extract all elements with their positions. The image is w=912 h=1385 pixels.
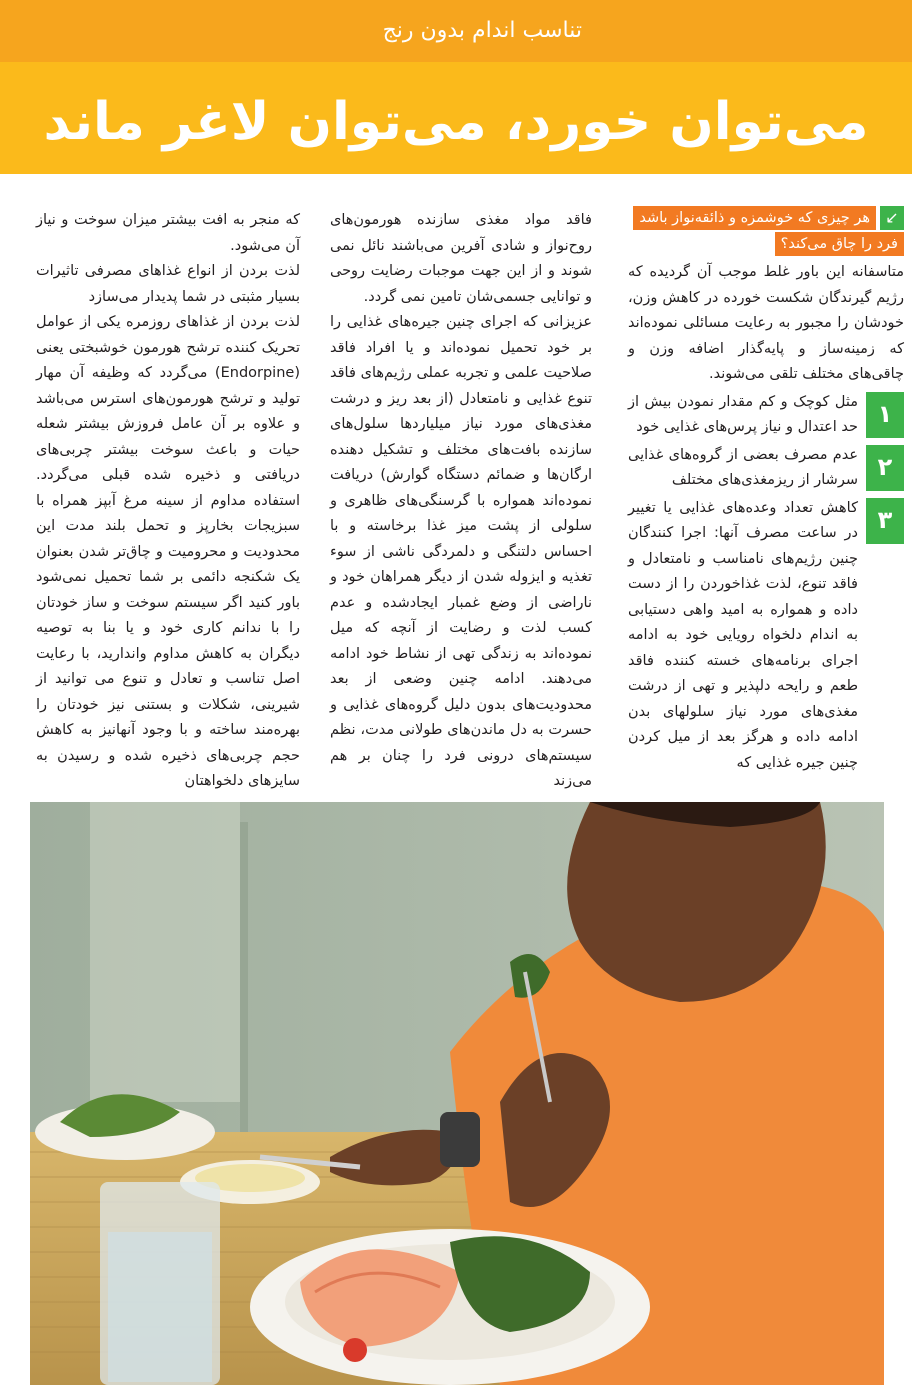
- intro-paragraph: متاسفانه این باور غلط موجب آن گردیده که رژیم گیرندگان شکست خورده در کاهش وزن، خودشان را مجبور به رعایت مسائلی نموده‌اند که زمینه‌ساز و پایه‌گذار اضافه وزن و چاقی‌های مختلف تلقی می‌شوند.: [628, 264, 904, 382]
- section-label: تناسب اندام بدون رنج: [382, 18, 582, 43]
- arrow-icon: ↙: [880, 206, 904, 230]
- number-badge: ۱: [866, 392, 904, 438]
- list-item-text: عدم مصرف بعضی از گروه‌های غذایی سرشار از ریزمغذی‌های مختلف: [628, 446, 858, 488]
- list-item: [628, 390, 904, 441]
- number-badge: ۲: [866, 445, 904, 491]
- tomato: [343, 1338, 367, 1362]
- list-item-text: کاهش تعداد وعده‌های غذایی یا تغییر در ساعت مصرف آنها: اجرا کنندگان چنین رژیم‌های نامناسب و نامتعادل و فاقد تنوع، لذت غذاخوردن را از دست داده و همواره به امید واهی دستیابی به اندام دلخواه رویایی خود به ادامه اجرای برنامه‌های خسته کننده فاقد طعم و رایحه دلپذیر و تهی از درشت مغذی‌های مورد نیاز سلولهای بدن ادامه داده و هرگز بعد از میل کردن چنین جیره غذایی که: [628, 499, 858, 771]
- text-column-middle: [330, 208, 592, 795]
- text-column-left: [36, 208, 300, 795]
- paragraph: لذت بردن از انواع غذاهای مصرفی تاثیرات بسیار مثبتی در شما پدیدار می‌سازد: [36, 263, 300, 305]
- list-item: [628, 496, 904, 777]
- list-item-text: مثل کوچک و کم مقدار نمودن بیش از حد اعتدال و نیاز پرس‌های غذایی خود: [628, 393, 858, 435]
- watch: [440, 1112, 480, 1167]
- text-column-right: [628, 206, 904, 776]
- paragraph: لذت بردن از غذاهای روزمره یکی از عوامل تحریک کننده ترشح هورمون خوشبختی یعنی (Endorpine) می‌گردد که وظیفه آن مهار تولید و ترشح هورمون‌های استرس می‌باشد و علاوه بر آن عامل فروزش بیشتر شعله حیات و باعث سوخت بیشتر چربی‌های دریافتی و ذخیره شده قبلی می‌گردد. استفاده مداوم از سینه مرغ آبپز همراه با سبزیجات بخارپز و تحمل بلند مدت این محدودیت و محرومیت و چاق‌تر شدن بعنوان یک شکنجه دائمی بر شما تحمیل نمی‌شود باور کنید اگر سیستم سوخت و ساز خودتان را با ندانم کاری خود و یا بنا به توصیه دیگران به کاهش مداوم واندارید، با رعایت اصل تناسب و تعادل و تنوع می توانید از شیرینی، شکلات و بستنی نیز خودتان را بهره‌مند ساخته و با وجود آنهانیز به کاهش حجم چربی‌های ذخیره شده و رسیدن به سایزهای دلخواهتان: [36, 314, 300, 789]
- article-title: می‌توان خورد، می‌توان لاغر ماند: [43, 92, 869, 152]
- question-heading: [628, 206, 904, 256]
- paragraph: فاقد مواد مغذی سازنده هورمون‌های روح‌نواز و شادی آفرین می‌باشند نائل نمی شوند و از این جهت موجبات رضایت روحی و توانایی جسمی‌شان تامین نمی گردد.: [330, 212, 592, 305]
- question-line-2: فرد را چاق می‌کند؟: [775, 232, 904, 256]
- paragraph: که منجر به افت بیشتر میزان سوخت و نیاز آن می‌شود.: [36, 212, 300, 254]
- article-photo: [30, 802, 884, 1385]
- number-badge: ۳: [866, 498, 904, 544]
- photo-illustration: [30, 802, 884, 1385]
- question-line-1: هر چیزی که خوشمزه و ذائقه‌نواز باشد: [633, 206, 876, 230]
- list-item: [628, 443, 904, 494]
- paragraph: عزیزانی که اجرای چنین جیره‌های غذایی را بر خود تحمیل نموده‌اند و یا افراد فاقد صلاحیت علمی و تجربه عملی رژیم‌های فاقد تنوع غذایی و نامتعادل (از بعد ریز و درشت مغذی‌های مورد نیاز میلیاردها سلول‌های سازنده بافت‌های مختلف و تشکیل دهنده ارگان‌ها و ضمائم دستگاه گوارش) دریافت نموده‌اند همواره با گرسنگی‌های ظاهری و سلولی از پشت میز غذا برخاسته و با احساس دلتنگی و دلمردگی ناشی از سوء تغذیه و ایزوله شدن از دیگر همراهان خود و ناراضی از وضع غمبار ایجادشده و عدم کسب لذت و رضایت از آنچه که میل نموده‌اند به زندگی تهی از نشاط خود ادامه می‌دهند. ادامه چنین وضعی از بعد محدودیت‌های بدون دلیل گروه‌های غذایی و حسرت به دل ماندن‌های طولانی مدت، نظم سیستم‌های درونی فرد را چنان بر هم می‌زند: [330, 314, 592, 789]
